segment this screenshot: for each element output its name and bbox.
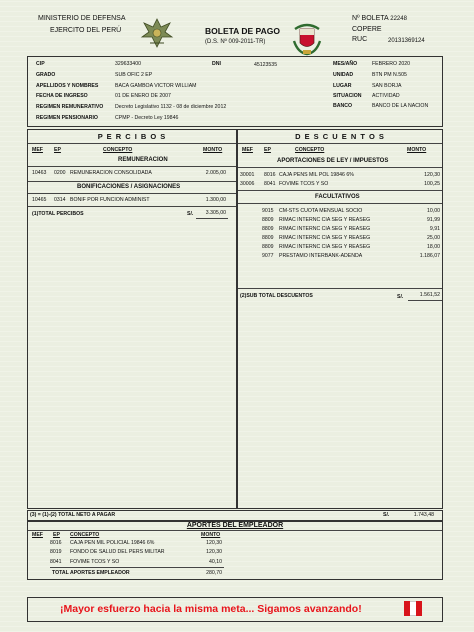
nombres-value: BACA GAMBOA VICTOR WILLIAM <box>115 83 197 89</box>
aportes-row-ep: 8019 <box>50 549 62 555</box>
situacion-value: ACTIVIDAD <box>372 93 400 99</box>
regimen-pen-value: CPMP - Decreto Ley 19846 <box>115 115 179 121</box>
descuentos-row-concepto: RIMAC INTERNC CIA SEG Y REASEG <box>279 235 371 241</box>
regimen-rem-value: Decreto Legislativo 1132 - 08 de diciembre 2012 <box>115 104 227 110</box>
dni-label: DNI <box>212 61 221 67</box>
descuentos-row-concepto: RIMAC INTERNC CIA SEG Y REASEG <box>279 217 371 223</box>
descuentos-row-mef: 30006 <box>240 181 255 187</box>
coat-of-arms-icon <box>290 19 324 57</box>
percibos-col-ep: EP <box>54 147 61 153</box>
lugar-label: LUGAR <box>333 83 352 89</box>
descuentos-row-monto: 18,00 <box>427 244 440 250</box>
aportes-col-ep: EP <box>53 532 60 538</box>
aportes-row-concepto: FONDO DE SALUD DEL PERS MILITAR <box>70 549 165 555</box>
descuentos-section-facultativos: FACULTATIVOS <box>315 194 360 200</box>
unidad-value: BTN PM N.505 <box>372 72 407 78</box>
ruc-value: 20131369124 <box>388 38 425 44</box>
descuentos-row-monto: 25,00 <box>427 235 440 241</box>
descuentos-row-ep: 8016 <box>264 172 276 178</box>
aportes-row-ep: 8041 <box>50 559 62 565</box>
neto-label: (3) = (1)-(2) TOTAL NETO A PAGAR <box>30 512 116 518</box>
neto-currency: S/. <box>383 512 390 518</box>
descuentos-total-value: 1.561,52 <box>419 292 440 298</box>
percibos-row-mef: 10463 <box>32 170 47 176</box>
slogan-text: ¡Mayor esfuerzo hacia la misma meta... Sigamos avanzando! <box>60 603 362 615</box>
descuentos-row-concepto: CM-STS CUOTA MENSUAL SOCIO <box>279 208 363 214</box>
descuentos-row-monto: 100,25 <box>424 181 440 187</box>
regimen-rem-label: REGIMEN REMUNERATIVO <box>36 104 104 110</box>
aportes-row-ep: 8016 <box>50 540 62 546</box>
nombres-label: APELLIDOS Y NOMBRES <box>36 83 99 89</box>
descuentos-row-mef: 30001 <box>240 172 255 178</box>
descuentos-col-concepto: CONCEPTO <box>295 147 325 153</box>
percibos-row-concepto: BONIF POR FUNCION ADMINIST <box>70 197 150 203</box>
document-title: BOLETA DE PAGO <box>205 26 280 36</box>
percibos-total-value: 3.305,00 <box>205 210 226 216</box>
descuentos-row-monto: 9,91 <box>429 226 440 232</box>
aportes-row-monto: 120,30 <box>206 549 222 555</box>
mesano-value: FEBRERO 2020 <box>372 61 411 67</box>
descuentos-col-monto: MONTO <box>407 147 427 153</box>
ministry-label: MINISTERIO DE DEFENSA <box>38 15 126 22</box>
percibos-row-mef: 10465 <box>32 197 47 203</box>
percibos-total-label: (1)TOTAL PERCIBOS <box>32 211 84 217</box>
situacion-label: SITUACION <box>333 93 362 99</box>
percibos-section-remuneracion: REMUNERACION <box>118 157 168 163</box>
descuentos-row-monto: 1.186,07 <box>419 253 440 259</box>
percibos-section-bonificaciones: BONIFICACIONES / ASIGNACIONES <box>77 184 181 190</box>
aportes-total-value: 280,70 <box>206 570 222 576</box>
ruc-label: RUC <box>352 36 368 43</box>
percibos-title: P E R C I B O S <box>97 132 167 141</box>
peru-flag-icon <box>404 601 422 616</box>
descuentos-row-monto: 91,99 <box>427 217 440 223</box>
aportes-row-monto: 120,30 <box>206 540 222 546</box>
percibos-row-monto: 1.300,00 <box>205 197 226 203</box>
grado-label: GRADO <box>36 72 56 78</box>
regimen-pen-label: REGIMEN PENSIONARIO <box>36 115 98 121</box>
lugar-value: SAN BORJA <box>372 83 402 89</box>
aportes-row-concepto: FOVIME TCOS Y SO <box>70 559 120 565</box>
boleta-label: Nº BOLETA <box>352 15 389 22</box>
grado-value: SUB OFIC 2 EP <box>115 72 153 78</box>
banco-label: BANCO <box>333 103 353 109</box>
banco-value: BANCO DE LA NACION <box>372 103 429 109</box>
descuentos-row-ep: 8809 <box>262 235 274 241</box>
descuentos-row-ep: 8809 <box>262 244 274 250</box>
aportes-col-monto: MONTO <box>201 532 221 538</box>
document-subtitle: (D.S. Nº 009-2011-TR) <box>205 39 266 45</box>
aportes-col-concepto: CONCEPTO <box>70 532 100 538</box>
descuentos-row-monto: 120,30 <box>424 172 440 178</box>
copere-label: COPERE <box>352 26 382 33</box>
boleta-number: 22248 <box>390 16 407 22</box>
aportes-title: APORTES DEL EMPLEADOR <box>186 522 284 529</box>
descuentos-total-label: (2)SUB TOTAL DESCUENTOS <box>240 293 313 299</box>
cip-value: 329633400 <box>115 61 141 67</box>
army-emblem-icon <box>140 17 174 49</box>
descuentos-row-ep: 9015 <box>262 208 274 214</box>
percibos-col-concepto: CONCEPTO <box>103 147 133 153</box>
descuentos-row-concepto: RIMAC INTERNC CIA SEG Y REASEG <box>279 226 371 232</box>
descuentos-row-concepto: PRESTAMO INTERBANK-ADENDA <box>279 253 363 259</box>
ingreso-value: 01 DE ENERO DE 2007 <box>115 93 171 99</box>
cip-label: CIP <box>36 61 45 67</box>
percibos-row-concepto: REMUNERACION CONSOLIDADA <box>70 170 152 176</box>
dni-value: 45123535 <box>254 62 278 68</box>
descuentos-col-mef: MEF <box>242 147 253 153</box>
aportes-row-concepto: CAJA PEN MIL POLICIAL 19846 6% <box>70 540 155 546</box>
descuentos-row-concepto: FOVIME TCOS Y SO <box>279 181 329 187</box>
descuentos-row-ep: 8041 <box>264 181 276 187</box>
neto-value: 1.743,48 <box>413 512 434 518</box>
unidad-label: UNIDAD <box>333 72 354 78</box>
descuentos-row-concepto: CAJA PENS MIL POL 19846 6% <box>279 172 354 178</box>
percibos-col-monto: MONTO <box>203 147 223 153</box>
descuentos-section-aportaciones: APORTACIONES DE LEY / IMPUESTOS <box>277 158 389 164</box>
descuentos-row-ep: 8809 <box>262 217 274 223</box>
descuentos-row-ep: 8809 <box>262 226 274 232</box>
descuentos-row-concepto: RIMAC INTERNC CIA SEG Y REASEG <box>279 244 371 250</box>
descuentos-col-ep: EP <box>264 147 271 153</box>
descuentos-currency: S/. <box>397 294 404 300</box>
aportes-total-label: TOTAL APORTES EMPLEADOR <box>52 570 130 576</box>
mesano-label: MES/AÑO <box>333 61 358 67</box>
ingreso-label: FECHA DE INGRESO <box>36 93 88 99</box>
descuentos-row-ep: 9077 <box>262 253 274 259</box>
descuentos-row-monto: 10,00 <box>427 208 440 214</box>
army-label: EJERCITO DEL PERÚ <box>50 27 122 34</box>
percibos-currency: S/. <box>187 211 194 217</box>
percibos-col-mef: MEF <box>32 147 43 153</box>
percibos-row-ep: 0200 <box>54 170 66 176</box>
percibos-row-monto: 2.005,00 <box>205 170 226 176</box>
aportes-row-monto: 40,10 <box>209 559 222 565</box>
descuentos-title: D E S C U E N T O S <box>295 132 385 141</box>
percibos-row-ep: 0314 <box>54 197 66 203</box>
aportes-col-mef: MEF <box>32 532 43 538</box>
